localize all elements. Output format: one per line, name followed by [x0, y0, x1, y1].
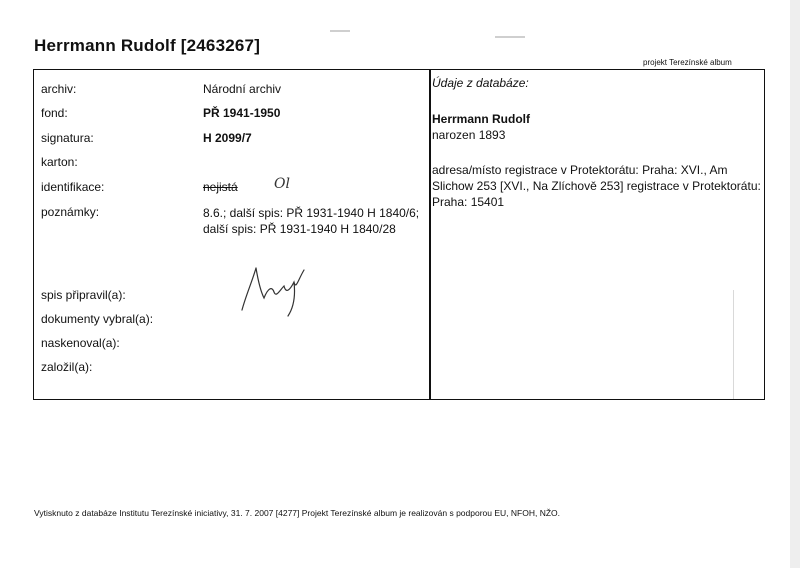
handwritten-signature: [234, 260, 314, 320]
database-heading: Údaje z databáze:: [432, 76, 529, 90]
archiv-value: Národní archiv: [203, 82, 282, 96]
database-address: adresa/místo registrace v Protektorátu: Praha: XVI., Am Slichow 253 [XVI., Na Zlíchově 253] registrace v Protektorátu: Praha: 15401: [432, 163, 761, 209]
dokumenty-vybral-label: dokumenty vybral(a):: [41, 312, 154, 326]
fond-label: fond:: [41, 106, 68, 120]
poznamky-value: 8.6.; další spis: PŘ 1931-1940 H 1840/6; další spis: PŘ 1931-1940 H 1840/28: [203, 206, 420, 236]
spis-pripravil-label: spis připravil(a):: [41, 288, 126, 302]
identifikace-label: identifikace:: [41, 180, 105, 194]
scan-smudge: [330, 30, 350, 32]
page-title: Herrmann Rudolf [2463267]: [34, 36, 261, 55]
scan-smudge: [495, 36, 525, 38]
handwritten-initials: Ol: [274, 176, 290, 192]
paper-edge: [790, 0, 800, 568]
database-name: Herrmann Rudolf: [432, 112, 531, 126]
project-label: projekt Terezínské album: [643, 58, 732, 67]
signatura-value: H 2099/7: [203, 131, 252, 145]
naskenoval-label: naskenoval(a):: [41, 336, 120, 350]
footer-text: Vytisknuto z databáze Institutu Terezínské iniciativy, 31. 7. 2007 [4277] Projekt Terezínské album je realizován s podporou EU, NFOH, NŽO.: [34, 508, 561, 518]
zalozil-label: založil(a):: [41, 360, 93, 374]
archiv-label: archiv:: [41, 82, 77, 96]
column-divider: [429, 70, 431, 399]
record-card: [33, 69, 765, 400]
fond-value: PŘ 1941-1950: [203, 106, 281, 120]
signatura-label: signatura:: [41, 131, 94, 145]
identifikace-value: nejistá: [203, 180, 238, 194]
poznamky-label: poznámky:: [41, 205, 100, 219]
database-born: narozen 1893: [432, 128, 506, 142]
karton-label: karton:: [41, 155, 78, 169]
